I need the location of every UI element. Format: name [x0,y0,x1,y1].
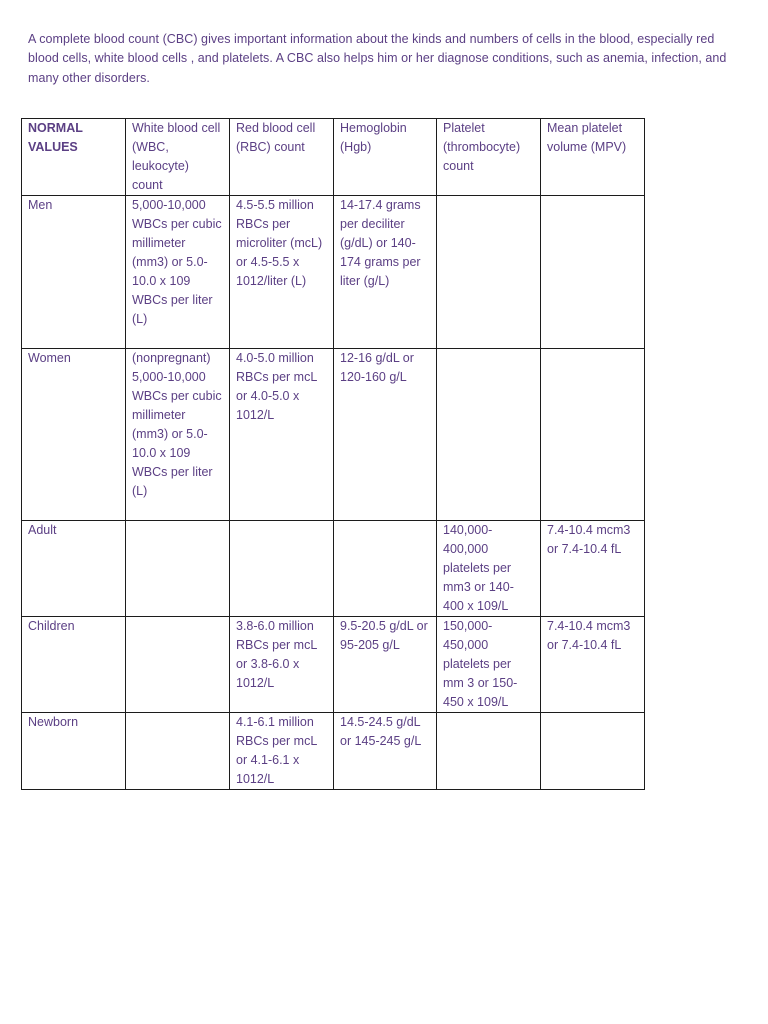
cell-platelet: 150,000-450,000 platelets per mm 3 or 150-450 x 109/L [437,617,541,713]
cell-rbc: 4.5-5.5 million RBCs per microliter (mcL) or 4.5-5.5 x 1012/liter (L) [230,196,334,349]
cell-mpv [541,713,645,790]
cell-wbc: 5,000-10,000 WBCs per cubic millimeter (mm3) or 5.0-10.0 x 109 WBCs per liter (L) [126,196,230,349]
cell-hemoglobin [334,521,437,617]
table-row-adult [22,521,645,617]
cell-hemoglobin: 9.5-20.5 g/dL or 95-205 g/L [334,617,437,713]
cell-wbc [126,713,230,790]
cell-wbc [126,521,230,617]
cell-platelet [437,196,541,349]
header-cell-normal-values: NORMAL VALUES [22,119,126,196]
table-row-women [22,349,645,521]
cell-platelet [437,349,541,521]
cell-mpv: 7.4-10.4 mcm3 or 7.4-10.4 fL [541,521,645,617]
header-cell-rbc: Red blood cell (RBC) count [230,119,334,196]
cell-mpv [541,349,645,521]
cell-mpv [541,196,645,349]
header-cell-hemoglobin: Hemoglobin (Hgb) [334,119,437,196]
row-label: Children [22,617,126,713]
row-label: Newborn [22,713,126,790]
table-row-children [22,617,645,713]
cell-wbc: (nonpregnant) 5,000-10,000 WBCs per cubic millimeter (mm3) or 5.0-10.0 x 109 WBCs per liter (L) [126,349,230,521]
cell-rbc [230,521,334,617]
table-row-men [22,196,645,349]
table-header-row [22,119,645,196]
cell-mpv: 7.4-10.4 mcm3 or 7.4-10.4 fL [541,617,645,713]
cell-rbc: 4.0-5.0 million RBCs per mcL or 4.0-5.0 x 1012/L [230,349,334,521]
cell-rbc: 3.8-6.0 million RBCs per mcL or 3.8-6.0 x 1012/L [230,617,334,713]
header-cell-platelet: Platelet (thrombocyte) count [437,119,541,196]
cell-platelet: 140,000-400,000 platelets per mm3 or 140-400 x 109/L [437,521,541,617]
cell-platelet [437,713,541,790]
intro-paragraph: A complete blood count (CBC) gives important information about the kinds and numbers of cells in the blood, especially red blood cells, white blood cells , and platelets. A CBC also helps him or her diagnose conditions, such as anemia, infection, and many other disorders. [28,32,727,85]
header-cell-wbc: White blood cell (WBC, leukocyte) count [126,119,230,196]
cell-rbc: 4.1-6.1 million RBCs per mcL or 4.1-6.1 x 1012/L [230,713,334,790]
header-cell-mpv: Mean platelet volume (MPV) [541,119,645,196]
cell-hemoglobin: 12-16 g/dL or 120-160 g/L [334,349,437,521]
row-label: Women [22,349,126,521]
cell-hemoglobin: 14.5-24.5 g/dL or 145-245 g/L [334,713,437,790]
cell-hemoglobin: 14-17.4 grams per deciliter (g/dL) or 140-174 grams per liter (g/L) [334,196,437,349]
cell-wbc [126,617,230,713]
row-label: Men [22,196,126,349]
row-label: Adult [22,521,126,617]
normal-values-table [21,118,645,790]
table-row-newborn [22,713,645,790]
